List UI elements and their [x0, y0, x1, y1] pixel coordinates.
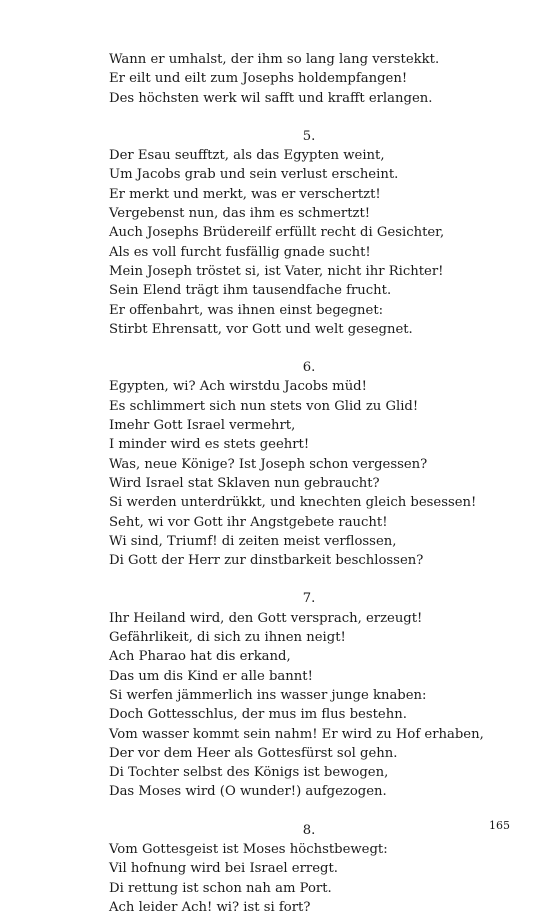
verse-line: Der Esau seufftzt, als das Egypten weint,: [109, 148, 385, 164]
stanza: [109, 127, 529, 339]
stanza: [109, 589, 529, 801]
verse-line: Auch Josephs Brüdereilf erfüllt recht di Gesichter,: [109, 225, 445, 241]
verse-line: Stirbt Ehrensatt, vor Gott und welt gesegnet.: [109, 321, 413, 337]
verse-line: Das Moses wird (O wunder!) aufgezogen.: [109, 784, 387, 800]
stanza-number: 5.: [302, 128, 316, 144]
verse-line: Vom wasser kommt sein nahm! Er wird zu Hof erhaben,: [109, 726, 484, 742]
verse-line: Vom Gottesgeist ist Moses höchstbewegt:: [109, 841, 388, 857]
verse-line: Wann er umhalst, der ihm so lang lang verstekkt.: [109, 52, 440, 67]
verse-line: Wird Israel stat Sklaven nun gebraucht?: [109, 475, 380, 491]
verse-line: Er eilt und eilt zum Josephs holdempfangen!: [109, 71, 408, 87]
verse-line: Di Tochter selbst des Königs ist bewogen,: [109, 765, 389, 781]
verse-line: Als es voll furcht fusfällig gnade sucht!: [109, 244, 371, 260]
stanza: [109, 50, 529, 108]
verse-line: Imehr Gott Israel vermehrt,: [109, 418, 296, 434]
verse-line: Sein Elend trägt ihm tausendfache frucht.: [109, 283, 392, 299]
stanza-number: 6.: [302, 360, 316, 376]
verse-line: Si werden unterdrükkt, und knechten gleich besessen!: [109, 495, 477, 511]
verse-line: Seht, wi vor Gott ihr Angstgebete raucht!: [109, 514, 388, 530]
stanza: [109, 358, 529, 570]
verse-line: Doch Gottesschlus, der mus im flus bestehn.: [109, 707, 407, 723]
verse-line: Des höchsten werk wil safft und krafft erlangen.: [109, 90, 433, 106]
verse-line: Das um dis Kind er alle bannt!: [109, 668, 313, 684]
verse-line: Was, neue Könige? Ist Joseph schon vergessen?: [109, 456, 428, 472]
verse-line: Er merkt und merkt, was er verschertzt!: [109, 186, 381, 202]
verse-line: Vil hofnung wird bei Israel erregt.: [109, 861, 338, 877]
verse-line: Vergebenst nun, das ihm es schmertzt!: [109, 206, 371, 222]
verse-line: Er offenbahrt, was ihnen einst begegnet:: [109, 302, 384, 318]
page-number: 165: [489, 819, 510, 832]
verse-line: Um Jacobs grab und sein verlust erscheint.: [109, 167, 399, 183]
verse-line: Si werfen jämmerlich ins wasser junge knaben:: [109, 687, 427, 703]
stanza-number: 7.: [302, 591, 316, 607]
verse-line: Egypten, wi? Ach wirstdu Jacobs müd!: [109, 379, 367, 395]
verse-line: Ach leider Ach! wi? ist si fort?: [109, 899, 311, 915]
poem-body: [109, 50, 529, 917]
verse-line: Gefährlikeit, di sich zu ihnen neigt!: [109, 630, 346, 646]
verse-line: Di Gott der Herr zur dinstbarkeit beschlossen?: [109, 553, 424, 569]
stanza: [109, 821, 529, 917]
verse-line: Es schlimmert sich nun stets von Glid zu Glid!: [109, 398, 419, 414]
stanza-number: 8.: [302, 822, 316, 838]
verse-line: Mein Joseph tröstet si, ist Vater, nicht ihr Richter!: [109, 263, 444, 279]
verse-line: Der vor dem Heer als Gottesfürst sol gehn.: [109, 745, 398, 761]
verse-line: Ach Pharao hat dis erkand,: [109, 649, 291, 665]
verse-line: Ihr Heiland wird, den Gott versprach, erzeugt!: [109, 610, 423, 626]
verse-line: Di rettung ist schon nah am Port.: [109, 880, 332, 896]
verse-line: Wi sind, Triumf! di zeiten meist verflossen,: [109, 533, 397, 549]
verse-line: I minder wird es stets geehrt!: [109, 437, 310, 453]
